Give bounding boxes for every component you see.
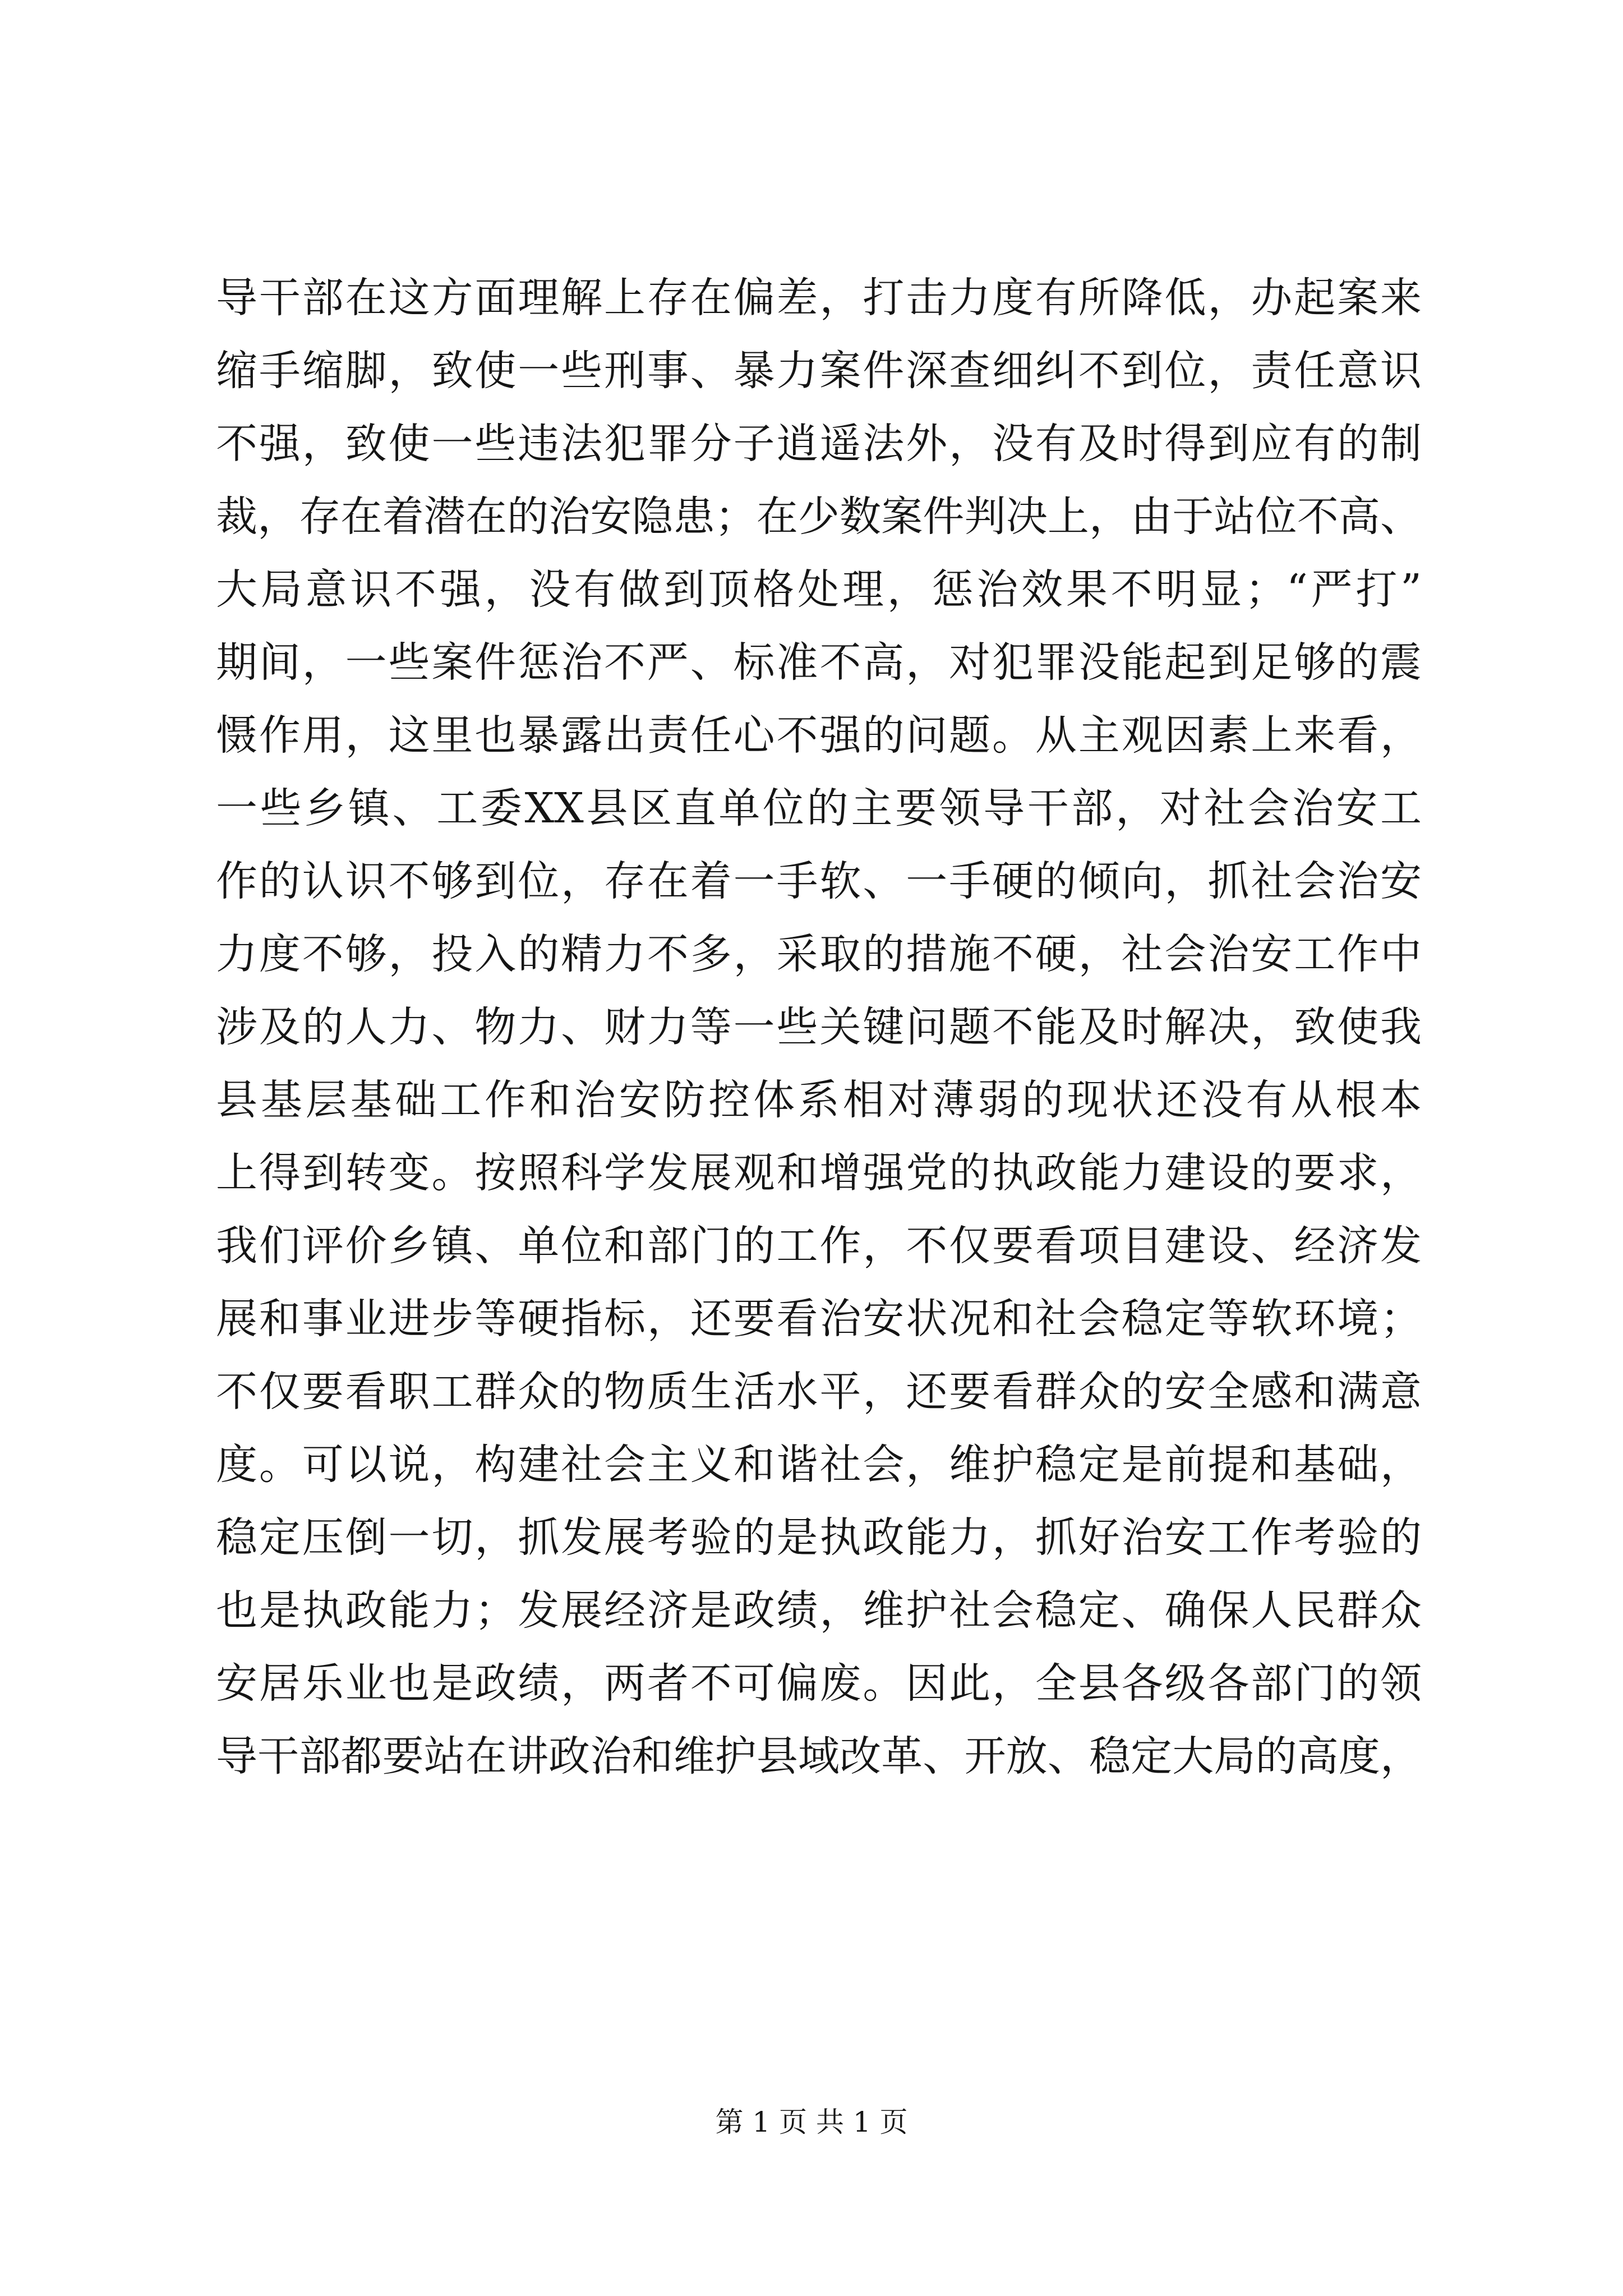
text-line-13: 上得到转变。按照科学发展观和增强党的执政能力建设的要求， bbox=[216, 1149, 1422, 1197]
text-line-1: 导干部在这方面理解上存在偏差，打击力度有所降低，办起案来 bbox=[216, 274, 1422, 322]
text-line-3: 不强，致使一些违法犯罪分子逍遥法外，没有及时得到应有的制 bbox=[216, 420, 1422, 468]
text-line-10: 力度不够，投入的精力不多，采取的措施不硬，社会治安工作中 bbox=[216, 930, 1422, 978]
text-line-6: 期间，一些案件惩治不严、标准不高，对犯罪没能起到足够的震 bbox=[216, 638, 1422, 687]
body-text bbox=[216, 261, 1422, 1793]
text-line-20: 安居乐业也是政绩，两者不可偏废。因此，全县各级各部门的领 bbox=[216, 1659, 1422, 1708]
text-line-17: 度。可以说，构建社会主义和谐社会，维护稳定是前提和基础， bbox=[216, 1441, 1422, 1489]
text-line-12: 县基层基础工作和治安防控体系相对薄弱的现状还没有从根本 bbox=[216, 1076, 1422, 1124]
text-line-9: 作的认识不够到位，存在着一手软、一手硬的倾向，抓社会治安 bbox=[216, 857, 1422, 905]
text-line-4: 裁，存在着潜在的治安隐患；在少数案件判决上，由于站位不高、 bbox=[216, 493, 1422, 541]
page-number-label: 第 1 页 共 1 页 bbox=[715, 2106, 908, 2138]
text-line-18: 稳定压倒一切，抓发展考验的是执政能力，抓好治安工作考验的 bbox=[216, 1513, 1422, 1562]
text-line-2: 缩手缩脚，致使一些刑事、暴力案件深查细纠不到位，责任意识 bbox=[216, 347, 1422, 395]
text-line-8: 一些乡镇、工委XX县区直单位的主要领导干部，对社会治安工 bbox=[216, 784, 1422, 832]
text-line-14: 我们评价乡镇、单位和部门的工作，不仅要看项目建设、经济发 bbox=[216, 1222, 1422, 1270]
text-line-19: 也是执政能力；发展经济是政绩，维护社会稳定、确保人民群众 bbox=[216, 1586, 1422, 1635]
text-line-16: 不仅要看职工群众的物质生活水平，还要看群众的安全感和满意 bbox=[216, 1368, 1422, 1416]
text-line-15: 展和事业进步等硬指标，还要看治安状况和社会稳定等软环境； bbox=[216, 1295, 1422, 1343]
text-line-5: 大局意识不强，没有做到顶格处理，惩治效果不明显；“严打” bbox=[216, 565, 1422, 614]
page-footer bbox=[0, 2102, 1623, 2142]
text-line-7: 慑作用，这里也暴露出责任心不强的问题。从主观因素上来看， bbox=[216, 711, 1422, 760]
text-line-11: 涉及的人力、物力、财力等一些关键问题不能及时解决，致使我 bbox=[216, 1003, 1422, 1051]
text-line-21: 导干部都要站在讲政治和维护县域改革、开放、稳定大局的高度， bbox=[216, 1732, 1422, 1780]
